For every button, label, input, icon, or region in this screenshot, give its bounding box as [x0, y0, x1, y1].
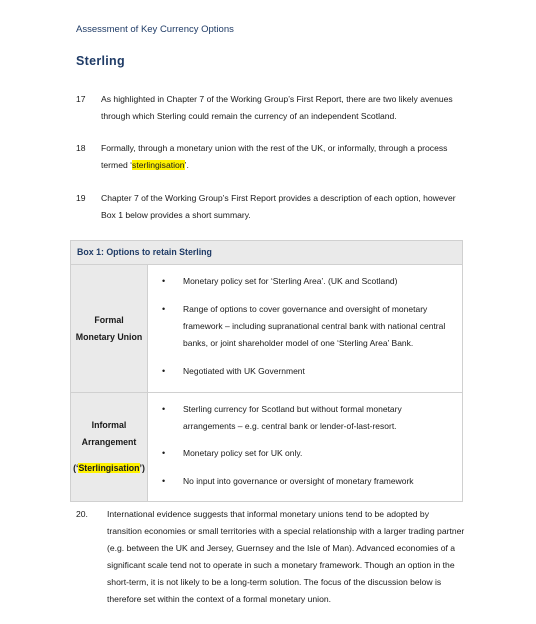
paragraph-number: 18	[76, 143, 86, 153]
paragraph-text-end: ’.	[184, 160, 189, 170]
bullet-item	[162, 401, 452, 435]
section-title: Sterling	[76, 54, 125, 68]
row-label-line: Informal	[91, 420, 127, 430]
row-label-line: Monetary Union	[75, 331, 143, 342]
label-prefix: (‘	[73, 463, 79, 473]
bullet-icon: •	[162, 304, 166, 314]
paragraph-text: International evidence suggests that informal monetary unions tend to be adopted by transition economies or small territories with a special relationship with a larger trading partner (e.g. between the UK and Jersey, Guernsey and the Isle of Man). Advanced economies of a significant scale tend not to operate in such a monetary framework. Though an option in the short-term, it is not likely to be a long-term solution. The focus of the discussion below is therefore set within the context of a formal monetary union.	[107, 509, 465, 604]
paragraph-text: As highlighted in Chapter 7 of the Working Group’s First Report, there are two likely avenues through which Sterling could remain the currency of an independent Scotland.	[101, 94, 453, 121]
bullet-icon: •	[162, 276, 166, 286]
running-header: Assessment of Key Currency Options	[76, 24, 234, 35]
row-label-line: Arrangement	[81, 437, 137, 447]
highlighted-term: Sterlingisation	[78, 463, 140, 473]
bullet-item	[162, 363, 452, 380]
bullet-text: Sterling currency for Scotland but without formal monetary arrangements – e.g. central bank or lender-of-last-resort.	[183, 404, 402, 431]
box-row-formal	[71, 265, 462, 393]
row-label	[71, 265, 148, 392]
paragraph-18	[76, 140, 461, 174]
row-label-line	[73, 460, 145, 477]
paragraph-number: 19	[76, 193, 86, 203]
bullet-item	[162, 301, 452, 352]
bullet-item	[162, 445, 452, 462]
box-title: Box 1: Options to retain Sterling	[71, 241, 462, 265]
paragraph-17	[76, 91, 461, 125]
paragraph-text: Chapter 7 of the Working Group’s First Report provides a description of each option, however Box 1 below provides a short summary.	[101, 193, 456, 220]
paragraph-text-start: Formally, through a monetary union with the rest of the UK, or informally, through a process termed ‘	[101, 143, 448, 170]
paragraph-19	[76, 190, 461, 224]
label-suffix: ’)	[139, 463, 145, 473]
highlighted-term: sterlingisation	[132, 160, 185, 170]
bullet-text: Monetary policy set for ‘Sterling Area’. (UK and Scotland)	[183, 276, 398, 286]
bullet-item	[162, 473, 452, 490]
bullet-icon: •	[162, 404, 166, 414]
row-label-line: Formal	[94, 314, 124, 325]
bullet-text: No input into governance or oversight of monetary framework	[183, 476, 414, 486]
bullet-text: Monetary policy set for UK only.	[183, 448, 303, 458]
paragraph-number: 20.	[76, 509, 88, 519]
bullet-icon: •	[162, 476, 166, 486]
bullet-item	[162, 273, 452, 290]
box-row-informal	[71, 393, 462, 501]
row-label	[71, 393, 148, 501]
paragraph-number: 17	[76, 94, 86, 104]
bullet-text: Range of options to cover governance and oversight of monetary framework – including supranational central bank with national central banks, or joint shareholder model of one ‘Sterling Area’ Bank.	[183, 304, 446, 348]
bullet-icon: •	[162, 448, 166, 458]
row-content	[148, 265, 462, 392]
row-content	[148, 393, 462, 501]
bullet-icon: •	[162, 366, 166, 376]
options-box	[70, 240, 463, 502]
paragraph-20	[76, 506, 466, 608]
paragraph-text	[101, 140, 461, 174]
bullet-text: Negotiated with UK Government	[183, 366, 305, 376]
